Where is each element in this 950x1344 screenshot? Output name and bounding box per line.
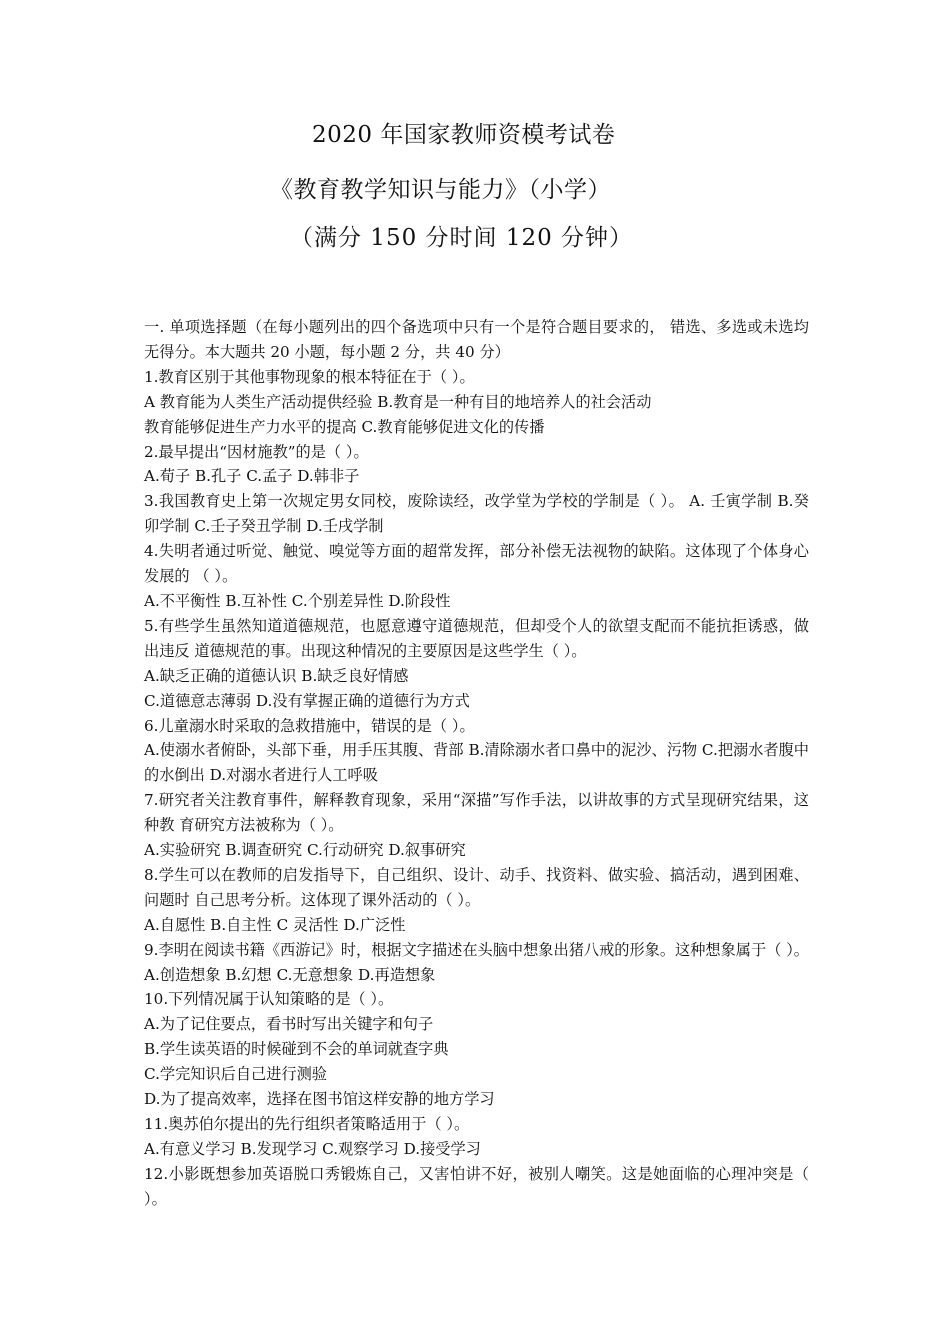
question-line: A.荀子 B.孔子 C.孟子 D.韩非子 — [144, 467, 360, 486]
question-line: 1.教育区别于其他事物现象的根本特征在于（ ）。 — [144, 367, 475, 386]
question-line: 9.李明在阅读书籍《西游记》时，根据文字描述在头脑中想象出猪八戒的形象。这种想象属于（ ）。 A.创造想象 B.幻想 C.无意想象 D.再造想象 — [144, 940, 809, 984]
question-line: A.有意义学习 B.发现学习 C.观察学习 D.接受学习 — [144, 1139, 481, 1158]
question-line: 6.儿童溺水时采取的急救措施中，错误的是（ ）。 — [144, 716, 475, 735]
question-line: C.道德意志薄弱 D.没有掌握正确的道德行为方式 — [144, 691, 470, 710]
exam-body — [144, 315, 809, 1212]
question-line: A.为了记住要点，看书时写出关键字和句子 — [144, 1015, 434, 1034]
question-line: 2.最早提出“因材施教”的是（ ）。 — [144, 442, 369, 461]
question-line: 11.奥苏伯尔提出的先行组织者策略适用于（ ）。 — [144, 1115, 470, 1133]
question-line: A.缺乏正确的道德认识 B.缺乏良好情感 — [144, 666, 409, 685]
exam-subtitle: 《教育教学知识与能力》（小学） — [270, 177, 611, 203]
question-line: 4.失明者通过听觉、触觉、嗅觉等方面的超常发挥，部分补偿无法视物的缺陷。这体现了个体身心发展的 （ ）。 — [144, 542, 809, 586]
question-line: 7.研究者关注教育事件，解释教育现象，采用“深描”写作手法，以讲故事的方式呈现研究结果，这种教 育研究方法被称为（ ）。 — [144, 791, 809, 835]
question-line: 教育能够促进生产力水平的提高 C.教育能够促进文化的传播 — [144, 417, 545, 436]
question-line: A 教育能为人类生产活动提供经验 B.教育是一种有目的地培养人的社会活动 — [144, 392, 652, 411]
exam-score-time-note: （满分 150 分时间 120 分钟） — [290, 225, 634, 251]
question-line: 3.我国教育史上第一次规定男女同校，废除读经，改学堂为学校的学制是（ ）。 A. 壬寅学制 B.癸卯学制 C.壬子癸丑学制 D.壬戌学制 — [144, 492, 809, 536]
question-line: B.学生读英语的时候碰到不会的单词就查字典 — [144, 1040, 449, 1059]
question-line: 8.学生可以在教师的启发指导下，自己组织、设计、动手、找资料、做实验、搞活动，遇到困难、问题时 自己思考分析。这体现了课外活动的（ ）。 — [144, 865, 809, 909]
section-heading: 一. 单项选择题（在每小题列出的四个备选项中只有一个是符合题目要求的， 错选、多选或未选均无得分。本大题共 20 小题，每小题 2 分，共 40 分） — [144, 318, 809, 361]
question-line: A.使溺水者俯卧，头部下垂，用手压其腹、背部 B.清除溺水者口鼻中的泥沙、污物 C.把溺水者腹中的水倒出 D.对溺水者进行人工呼吸 — [144, 741, 809, 785]
question-line: A.不平衡性 B.互补性 C.个别差异性 D.阶段性 — [144, 591, 451, 610]
question-line: 5.有些学生虽然知道道德规范，也愿意遵守道德规范，但却受个人的欲望支配而不能抗拒诱惑，做出违反 道德规范的事。出现这种情况的主要原因是这些学生（ ）。 — [144, 616, 809, 660]
question-line: 12.小影既想参加英语脱口秀锻炼自己，又害怕讲不好，被别人嘲笑。这是她面临的心理冲突是（ ）。 — [144, 1164, 809, 1208]
question-line: A.实验研究 B.调查研究 C.行动研究 D.叙事研究 — [144, 841, 466, 860]
question-line: C.学完知识后自己进行测验 — [144, 1065, 327, 1084]
exam-title: 2020 年国家教师资模考试卷 — [312, 122, 616, 148]
question-line: A.自愿性 B.自主性 C 灵活性 D.广泛性 — [144, 915, 406, 934]
question-line: D.为了提高效率，选择在图书馆这样安静的地方学习 — [144, 1090, 495, 1109]
question-line: 10.下列情况属于认知策略的是（ ）。 — [144, 990, 394, 1009]
